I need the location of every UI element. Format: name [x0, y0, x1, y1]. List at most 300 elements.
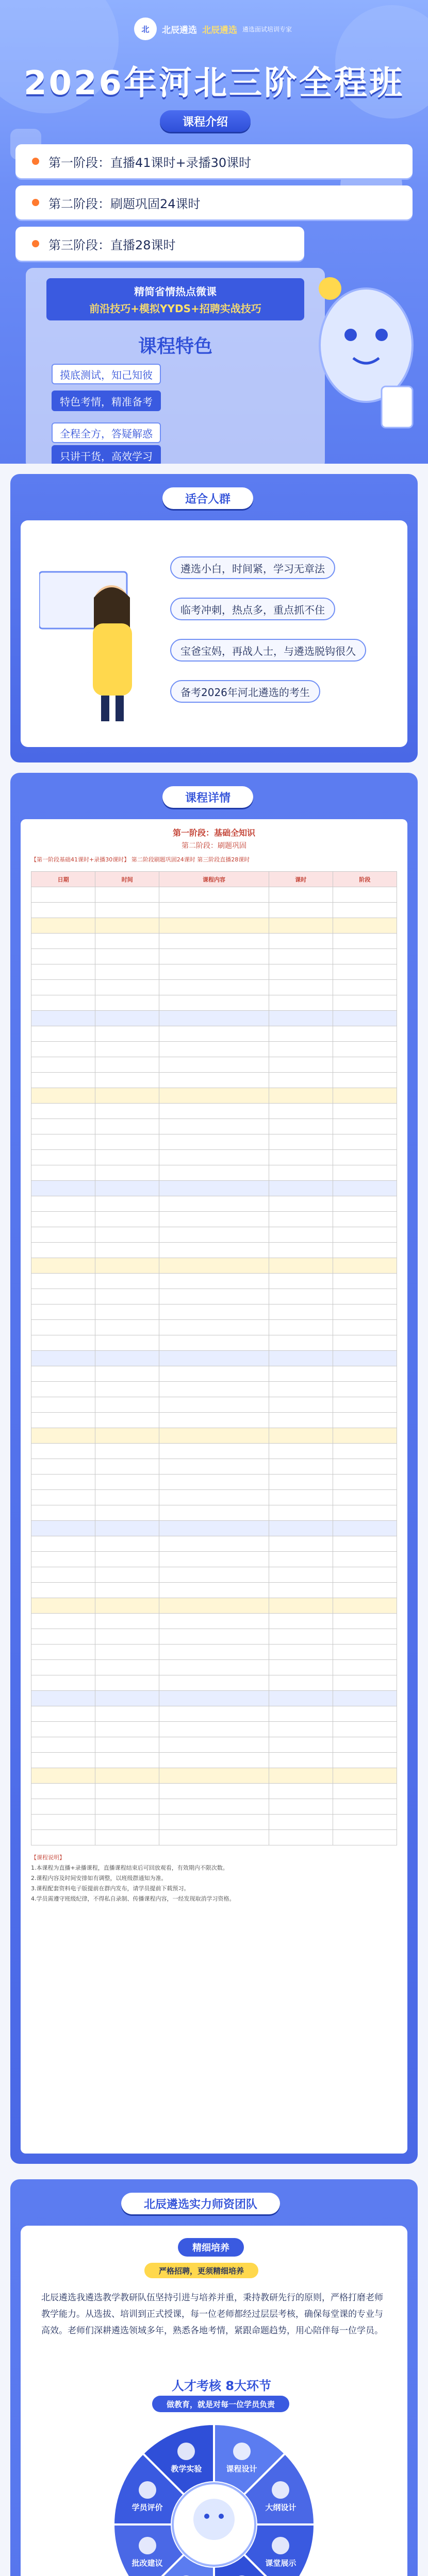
table-row: [31, 1304, 397, 1320]
table-cell: [333, 1366, 397, 1382]
table-cell: [159, 1057, 269, 1073]
table-cell: [31, 1505, 95, 1521]
table-cell: [95, 903, 159, 918]
table-row: [31, 1753, 397, 1768]
brand-logo: [134, 18, 292, 40]
feature-panel: [26, 268, 325, 464]
table-cell: [95, 1134, 159, 1150]
table-cell: [333, 995, 397, 1011]
table-row: [31, 1722, 397, 1737]
table-cell: [95, 1057, 159, 1073]
table-cell: [269, 1505, 333, 1521]
hero-title: 2026年河北三阶全程班: [23, 64, 405, 103]
table-cell: [95, 1150, 159, 1165]
table-cell: [159, 1645, 269, 1660]
table-cell: [95, 1026, 159, 1042]
table-cell: [269, 1227, 333, 1243]
table-cell: [31, 1428, 95, 1444]
table-header: 日期: [31, 872, 95, 887]
table-cell: [95, 1521, 159, 1536]
table-cell: [333, 1073, 397, 1088]
table-cell: [95, 949, 159, 964]
table-cell: [269, 964, 333, 980]
table-cell: [31, 1042, 95, 1057]
table-cell: [159, 1567, 269, 1583]
table-cell: [31, 1119, 95, 1134]
audience-item: 宝爸宝妈，再战人士，与遴选脱钩很久: [170, 639, 366, 662]
table-cell: [31, 1011, 95, 1026]
table-row: [31, 1768, 397, 1784]
table-row: [31, 1011, 397, 1026]
table-cell: [95, 1258, 159, 1274]
table-cell: [31, 1181, 95, 1196]
table-cell: [159, 1583, 269, 1598]
table-cell: [333, 1289, 397, 1304]
table-cell: [159, 1552, 269, 1567]
table-cell: [31, 1366, 95, 1382]
table-cell: [269, 1413, 333, 1428]
table-cell: [269, 1088, 333, 1104]
table-cell: [159, 1799, 269, 1815]
table-row: [31, 1181, 397, 1196]
audience-item: 遴选小白，时间紧，学习无章法: [170, 556, 335, 579]
table-cell: [31, 949, 95, 964]
note-line: 1.本课程为直播+录播课程，直播课程结束后可回放观看，有效期内不限次数。: [31, 1865, 228, 1871]
table-cell: [333, 949, 397, 964]
table-cell: [333, 1521, 397, 1536]
table-cell: [269, 1768, 333, 1784]
table-cell: [31, 1304, 95, 1320]
table-cell: [95, 1737, 159, 1753]
table-row: [31, 1444, 397, 1459]
table-cell: [269, 1196, 333, 1212]
table-cell: [333, 1258, 397, 1274]
table-cell: [269, 1799, 333, 1815]
table-cell: [31, 1799, 95, 1815]
table-row: [31, 1475, 397, 1490]
table-cell: [31, 1753, 95, 1768]
stage-text: 第二阶段：刷题巩固24课时: [48, 196, 201, 211]
table-cell: [159, 1366, 269, 1382]
table-cell: [95, 1181, 159, 1196]
table-cell: [95, 1583, 159, 1598]
table-cell: [269, 1691, 333, 1706]
table-cell: [269, 1382, 333, 1397]
table-row: [31, 1212, 397, 1227]
table-cell: [333, 1706, 397, 1722]
table-cell: [159, 1784, 269, 1799]
table-cell: [269, 1243, 333, 1258]
table-cell: [269, 1475, 333, 1490]
table-row: [31, 1134, 397, 1150]
table-cell: [269, 1320, 333, 1335]
table-cell: [269, 1057, 333, 1073]
table-cell: [95, 1119, 159, 1134]
table-row: [31, 1119, 397, 1134]
table-cell: [95, 1088, 159, 1104]
table-cell: [159, 1011, 269, 1026]
table-cell: [333, 1212, 397, 1227]
table-cell: [31, 903, 95, 918]
table-cell: [269, 1366, 333, 1382]
table-row: [31, 980, 397, 995]
table-cell: [333, 1583, 397, 1598]
table-cell: [95, 1490, 159, 1505]
table-cell: [159, 1258, 269, 1274]
table-cell: [159, 1413, 269, 1428]
table-cell: [333, 1552, 397, 1567]
table-cell: [159, 1243, 269, 1258]
table-row: [31, 1073, 397, 1088]
table-cell: [31, 1413, 95, 1428]
table-cell: [95, 1815, 159, 1830]
table-cell: [95, 1753, 159, 1768]
table-row: [31, 1645, 397, 1660]
schedule-subtitle: 第二阶段：刷题巩固: [182, 842, 246, 850]
table-cell: [31, 1212, 95, 1227]
table-cell: [333, 1227, 397, 1243]
table-cell: [159, 1815, 269, 1830]
table-cell: [333, 1134, 397, 1150]
table-row: [31, 1629, 397, 1645]
feature-line-2: 前沿技巧+模拟YYDS+招聘实战技巧: [89, 302, 261, 315]
table-cell: [159, 1382, 269, 1397]
training-title: 精细培养: [178, 2238, 244, 2257]
ring-segment-label: 学员评价: [131, 2503, 163, 2513]
table-cell: [31, 1382, 95, 1397]
table-cell: [333, 1660, 397, 1675]
bullet-dot-icon: [32, 199, 39, 206]
table-cell: [31, 1536, 95, 1552]
table-cell: [333, 1475, 397, 1490]
table-cell: [31, 1196, 95, 1212]
table-cell: [159, 1320, 269, 1335]
table-cell: [95, 1660, 159, 1675]
table-cell: [31, 1274, 95, 1289]
table-cell: [95, 1165, 159, 1181]
table-cell: [95, 1011, 159, 1026]
table-cell: [269, 1351, 333, 1366]
table-cell: [333, 1042, 397, 1057]
table-row: [31, 1490, 397, 1505]
table-cell: [31, 1830, 95, 1845]
table-cell: [333, 934, 397, 949]
table-cell: [159, 1181, 269, 1196]
schedule-table: [31, 871, 397, 1845]
table-cell: [95, 1675, 159, 1691]
bullet-dot-icon: [32, 240, 39, 247]
table-cell: [31, 1521, 95, 1536]
table-row: [31, 1274, 397, 1289]
table-cell: [333, 1428, 397, 1444]
table-cell: [269, 1181, 333, 1196]
table-cell: [269, 1490, 333, 1505]
teacher-illustration: [39, 541, 158, 726]
table-cell: [95, 1335, 159, 1351]
table-cell: [333, 1181, 397, 1196]
table-cell: [159, 1104, 269, 1119]
table-cell: [269, 1134, 333, 1150]
table-cell: [95, 1104, 159, 1119]
table-cell: [159, 1706, 269, 1722]
table-cell: [159, 1614, 269, 1629]
table-cell: [333, 1645, 397, 1660]
table-cell: [269, 1165, 333, 1181]
table-cell: [95, 1475, 159, 1490]
table-cell: [95, 1413, 159, 1428]
table-cell: [95, 1784, 159, 1799]
ring-segment-label: 课堂展示: [265, 2558, 297, 2568]
table-row: [31, 1104, 397, 1119]
schedule-title: 第一阶段：基础全知识: [172, 828, 255, 838]
table-cell: [31, 1660, 95, 1675]
table-cell: [159, 1830, 269, 1845]
table-cell: [159, 1227, 269, 1243]
table-row: [31, 1815, 397, 1830]
table-cell: [269, 1552, 333, 1567]
table-cell: [95, 1691, 159, 1706]
feature-title: 课程特色: [138, 336, 212, 357]
table-cell: [333, 1088, 397, 1104]
table-cell: [333, 1057, 397, 1073]
feature-tag: 摸底测试，知己知彼: [52, 364, 161, 384]
table-cell: [269, 1536, 333, 1552]
training-paragraph: 北辰遴选我遴选教学教研队伍坚持引进与培养并重，秉持教研先行的原则，严格打磨老师教学能力。从选拔、培训到正式授课，每一位老师都经过层层考核，确保每堂课的专业与高效。老师们深耕遴选领域多年，熟悉各地考情，紧跟命题趋势，用心陪伴每一位学员。: [41, 2293, 383, 2336]
table-cell: [269, 1459, 333, 1475]
table-header: 课时: [269, 872, 333, 887]
table-cell: [333, 1768, 397, 1784]
table-cell: [333, 1150, 397, 1165]
table-cell: [95, 1073, 159, 1088]
table-cell: [31, 1706, 95, 1722]
teachers-section: [10, 2179, 418, 2576]
table-cell: [333, 1351, 397, 1366]
details-heading: 课程详情: [162, 786, 253, 808]
table-row: [31, 1784, 397, 1799]
table-cell: [159, 1026, 269, 1042]
table-row: [31, 1505, 397, 1521]
table-cell: [159, 1660, 269, 1675]
table-cell: [269, 1428, 333, 1444]
table-cell: [269, 1614, 333, 1629]
table-row: [31, 1258, 397, 1274]
table-row: [31, 1335, 397, 1351]
training-subtitle: 严格招聘，更须精细培养: [144, 2263, 258, 2278]
hero-banner: [0, 0, 428, 464]
table-cell: [269, 1629, 333, 1645]
table-cell: [269, 1397, 333, 1413]
table-cell: [95, 1289, 159, 1304]
table-cell: [159, 1768, 269, 1784]
table-cell: [31, 1645, 95, 1660]
note-line: 3.课程配套资料电子版提前在群内发布，请学员提前下载预习。: [31, 1885, 190, 1892]
table-cell: [31, 1243, 95, 1258]
table-row: [31, 964, 397, 980]
audience-section: [10, 474, 418, 762]
note-line: 4.学员需遵守班级纪律，不得私自录制、传播课程内容，一经发现取消学习资格。: [31, 1895, 235, 1902]
table-cell: [95, 1536, 159, 1552]
table-cell: [159, 964, 269, 980]
table-cell: [31, 1397, 95, 1413]
table-row: [31, 903, 397, 918]
table-cell: [95, 1382, 159, 1397]
table-cell: [95, 964, 159, 980]
table-cell: [159, 1165, 269, 1181]
table-cell: [159, 1753, 269, 1768]
schedule-document: [21, 819, 407, 2154]
table-cell: [95, 1799, 159, 1815]
table-cell: [95, 1614, 159, 1629]
table-cell: [31, 1320, 95, 1335]
table-cell: [333, 1304, 397, 1320]
table-cell: [159, 1196, 269, 1212]
table-cell: [159, 1088, 269, 1104]
table-cell: [31, 1768, 95, 1784]
table-cell: [31, 1335, 95, 1351]
table-cell: [269, 887, 333, 903]
table-row: [31, 1567, 397, 1583]
table-cell: [333, 1397, 397, 1413]
table-cell: [31, 1737, 95, 1753]
table-cell: [31, 1691, 95, 1706]
table-cell: [269, 949, 333, 964]
table-row: [31, 1150, 397, 1165]
table-cell: [31, 1459, 95, 1475]
table-cell: [269, 1567, 333, 1583]
table-cell: [159, 1722, 269, 1737]
table-cell: [95, 1552, 159, 1567]
table-cell: [269, 1073, 333, 1088]
table-cell: [159, 1042, 269, 1057]
table-cell: [269, 980, 333, 995]
note-line: 2.课程内容及时间安排如有调整，以班级群通知为准。: [31, 1875, 167, 1882]
table-cell: [333, 1505, 397, 1521]
ring-segment-icon: [272, 2537, 289, 2554]
table-row: [31, 1737, 397, 1753]
table-cell: [31, 964, 95, 980]
table-cell: [159, 1536, 269, 1552]
training-card: [21, 2226, 407, 2576]
table-cell: [333, 1011, 397, 1026]
table-cell: [159, 903, 269, 918]
bullet-dot-icon: [32, 158, 39, 165]
table-cell: [31, 995, 95, 1011]
table-cell: [159, 1505, 269, 1521]
table-cell: [95, 1428, 159, 1444]
table-cell: [333, 1830, 397, 1845]
table-cell: [95, 1320, 159, 1335]
table-cell: [95, 1304, 159, 1320]
table-cell: [95, 1629, 159, 1645]
table-cell: [333, 1722, 397, 1737]
table-cell: [333, 1567, 397, 1583]
table-cell: [31, 1583, 95, 1598]
table-cell: [333, 1104, 397, 1119]
table-cell: [31, 1675, 95, 1691]
table-cell: [269, 1258, 333, 1274]
table-cell: [159, 1459, 269, 1475]
table-cell: [95, 1444, 159, 1459]
table-cell: [31, 1104, 95, 1119]
eight-steps-ring: [111, 2421, 317, 2576]
table-row: [31, 1675, 397, 1691]
table-cell: [31, 1026, 95, 1042]
intro-heading: 课程介绍: [160, 110, 251, 132]
table-cell: [159, 1475, 269, 1490]
table-cell: [159, 1397, 269, 1413]
table-cell: [95, 1459, 159, 1475]
audience-panel: [21, 520, 407, 747]
table-row: [31, 1459, 397, 1475]
table-cell: [333, 1444, 397, 1459]
table-cell: [333, 1691, 397, 1706]
table-cell: [269, 903, 333, 918]
table-cell: [159, 1598, 269, 1614]
teachers-heading: 北辰遴选实力师资团队: [121, 2193, 280, 2214]
table-cell: [31, 1629, 95, 1645]
table-cell: [333, 1459, 397, 1475]
table-cell: [31, 918, 95, 934]
table-row: [31, 1397, 397, 1413]
table-cell: [269, 1011, 333, 1026]
table-cell: [159, 1521, 269, 1536]
brand-sub: 北辰遴选: [202, 25, 237, 36]
table-cell: [31, 1567, 95, 1583]
table-cell: [159, 1428, 269, 1444]
table-cell: [95, 1196, 159, 1212]
table-cell: [333, 1382, 397, 1397]
schedule-body: [31, 887, 397, 1845]
table-cell: [269, 1737, 333, 1753]
table-cell: [159, 1119, 269, 1134]
table-cell: [95, 1768, 159, 1784]
table-cell: [269, 1645, 333, 1660]
table-cell: [159, 1274, 269, 1289]
table-cell: [95, 1212, 159, 1227]
table-cell: [333, 1165, 397, 1181]
table-cell: [95, 918, 159, 934]
table-cell: [269, 1335, 333, 1351]
table-row: [31, 1243, 397, 1258]
table-cell: [31, 887, 95, 903]
table-row: [31, 934, 397, 949]
table-cell: [31, 1598, 95, 1614]
table-cell: [159, 1150, 269, 1165]
table-cell: [269, 1150, 333, 1165]
table-cell: [269, 1042, 333, 1057]
stage-item: [15, 144, 413, 178]
table-cell: [269, 1274, 333, 1289]
table-cell: [159, 949, 269, 964]
table-cell: [31, 1057, 95, 1073]
table-cell: [95, 1830, 159, 1845]
table-cell: [333, 887, 397, 903]
table-row: [31, 1583, 397, 1598]
table-cell: [333, 1784, 397, 1799]
table-row: [31, 1428, 397, 1444]
table-cell: [269, 995, 333, 1011]
table-cell: [95, 1567, 159, 1583]
table-row: [31, 1598, 397, 1614]
table-cell: [31, 934, 95, 949]
table-cell: [159, 1629, 269, 1645]
table-cell: [95, 1274, 159, 1289]
table-cell: [333, 1490, 397, 1505]
stage-text: 第一阶段：直播41课时+录播30课时: [48, 155, 252, 170]
table-cell: [333, 918, 397, 934]
ring-segment-icon: [177, 2443, 195, 2460]
notes-title: 【课程说明】: [31, 1854, 65, 1861]
